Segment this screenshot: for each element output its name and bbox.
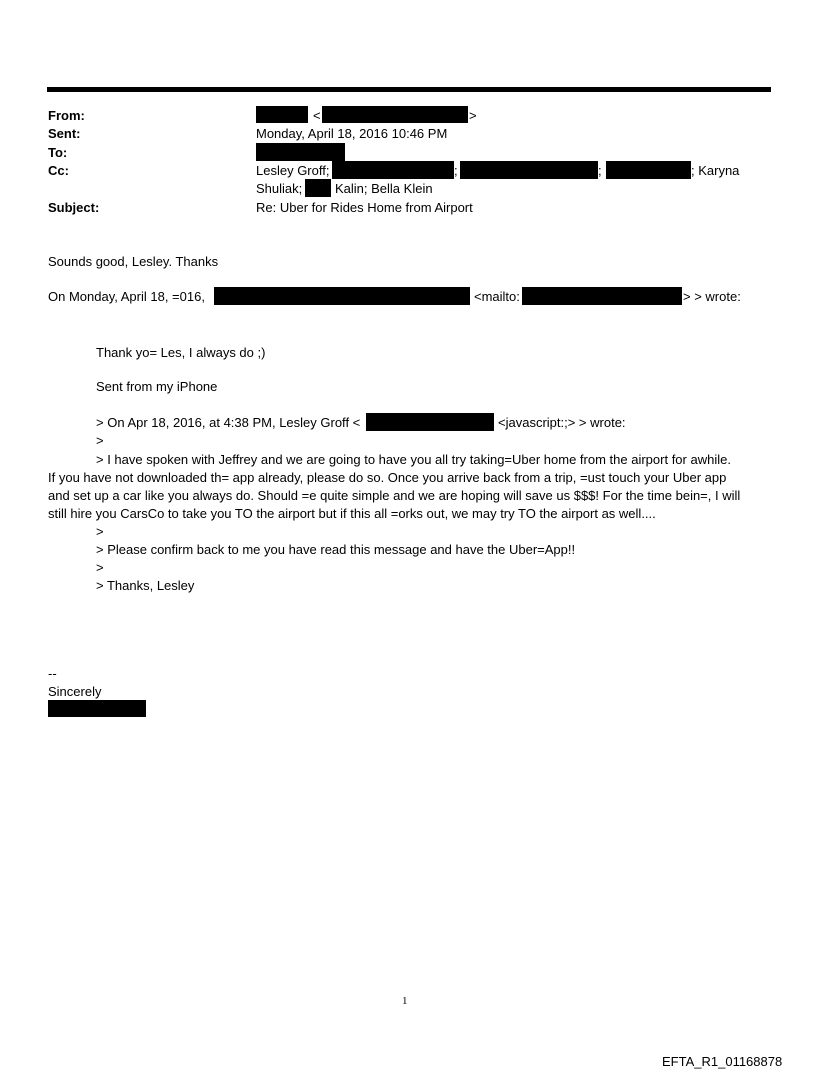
redaction-block <box>48 700 146 717</box>
signature-closing: Sincerely <box>48 684 102 699</box>
quoted-line: > On Apr 18, 2016, at 4:38 PM, Lesley Groff < <box>96 415 361 430</box>
quoted-line: Thank yo= Les, I always do ;) <box>96 345 266 360</box>
sent-value: Monday, April 18, 2016 10:46 PM <box>256 126 448 141</box>
quoted-line: > I have spoken with Jeffrey and we are going to have you all try taking=Uber home from the airport for awhile. <box>96 452 731 467</box>
redaction-block <box>332 161 454 179</box>
from-open-bracket: < <box>313 108 321 123</box>
quoted-line: and set up a car like you always do. Should =e quite simple and we are hoping will save us $$$! For the time bein=, I will <box>48 488 741 503</box>
quoted-line: still hire you CarsCo to take you TO the airport but if this all =orks out, we may try TO the airport as well.... <box>48 506 656 521</box>
header-rule <box>47 87 771 92</box>
redaction-block <box>522 287 682 305</box>
redaction-block <box>606 161 691 179</box>
signature-dashes: -- <box>48 666 57 681</box>
cc-name-2: ; Karyna <box>691 163 740 178</box>
cc-separator: ; <box>598 163 602 178</box>
redaction-block <box>305 179 331 197</box>
subject-label: Subject: <box>48 200 100 215</box>
page-number: 1 <box>402 995 408 1007</box>
cc-separator: ; <box>454 163 458 178</box>
quoted-line: > Thanks, Lesley <box>96 578 195 593</box>
document-id: EFTA_R1_01168878 <box>662 1054 783 1069</box>
quote-intro: On Monday, April 18, =016, <box>48 289 205 304</box>
quoted-line: > <box>96 524 104 539</box>
quoted-line: > <box>96 560 104 575</box>
cc-name-2-cont: Shuliak; <box>256 181 303 196</box>
reply-text: Sounds good, Lesley. Thanks <box>48 254 219 269</box>
cc-name-1: Lesley Groff; <box>256 163 330 178</box>
redaction-block <box>256 106 308 123</box>
subject-value: Re: Uber for Rides Home from Airport <box>256 200 473 215</box>
redaction-block <box>256 143 345 161</box>
redaction-block <box>214 287 470 305</box>
redaction-block <box>322 106 468 123</box>
quoted-line: > Please confirm back to me you have read this message and have the Uber=App!! <box>96 542 576 557</box>
redaction-block <box>460 161 598 179</box>
from-close-bracket: > <box>469 108 477 123</box>
quoted-line: > <box>96 433 104 448</box>
quoted-line: If you have not downloaded th= app already, please do so. Once you arrive back from a trip, =ust touch your Uber app <box>48 470 727 485</box>
quoted-line: <javascript:;> > wrote: <box>498 415 626 430</box>
redaction-block <box>366 413 494 431</box>
wrote-text: > > wrote: <box>683 289 741 304</box>
cc-label: Cc: <box>48 163 69 178</box>
quoted-line: Sent from my iPhone <box>96 379 218 394</box>
to-label: To: <box>48 145 68 160</box>
sent-label: Sent: <box>48 126 81 141</box>
from-label: From: <box>48 108 85 123</box>
cc-name-3: Kalin; Bella Klein <box>335 181 433 196</box>
mailto-text: <mailto: <box>474 289 520 304</box>
